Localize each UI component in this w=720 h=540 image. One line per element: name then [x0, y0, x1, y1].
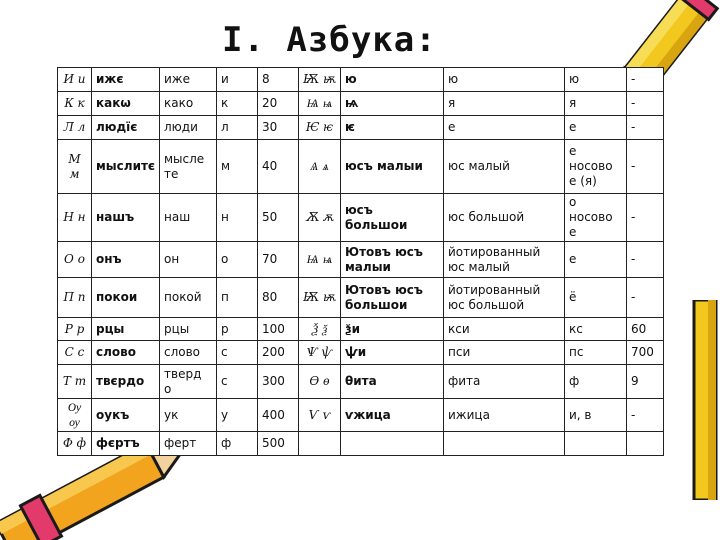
letter-name: ижє [92, 68, 160, 92]
letter-name-2: ѥ [341, 116, 444, 140]
numeric-value: 500 [258, 432, 299, 456]
glyph-cell-2: Ѫ ѫ [299, 194, 341, 242]
modern-name: како [160, 92, 217, 116]
letter-name: покои [92, 278, 160, 318]
modern-name: мысле те [160, 140, 217, 194]
modern-name: ук [160, 399, 217, 432]
sound: о носово е [565, 194, 627, 242]
glyph-cell: М м [58, 140, 92, 194]
numeric-value-2: - [627, 68, 664, 92]
glyph-cell-2: Ѭ ѭ [299, 278, 341, 318]
numeric-value: 20 [258, 92, 299, 116]
modern-name: тверд о [160, 365, 217, 399]
numeric-value: 300 [258, 365, 299, 399]
sound: е носово е (я) [565, 140, 627, 194]
numeric-value-2: - [627, 278, 664, 318]
modern-name-2: юс малый [444, 140, 565, 194]
table-row [58, 194, 664, 242]
numeric-value: 200 [258, 341, 299, 365]
letter-name-2: ѵжица [341, 399, 444, 432]
modern-name: покой [160, 278, 217, 318]
modern-name-2: ижица [444, 399, 565, 432]
glyph-cell-2: Ѩ ѩ [299, 92, 341, 116]
table-row [58, 399, 664, 432]
table-row [58, 365, 664, 399]
sound: ё [565, 278, 627, 318]
letter: у [217, 399, 258, 432]
table-row [58, 92, 664, 116]
table-row [58, 278, 664, 318]
modern-name-2: йотированный юс малый [444, 242, 565, 278]
letter-name-2: θита [341, 365, 444, 399]
numeric-value: 8 [258, 68, 299, 92]
sound: е [565, 242, 627, 278]
letter: м [217, 140, 258, 194]
letter: и [217, 68, 258, 92]
letter-name-2: юсъ малыи [341, 140, 444, 194]
numeric-value-2: 9 [627, 365, 664, 399]
table-row [58, 116, 664, 140]
numeric-value: 80 [258, 278, 299, 318]
numeric-value-2: 60 [627, 318, 664, 341]
table-row [58, 341, 664, 365]
sound: пс [565, 341, 627, 365]
numeric-value-2: - [627, 242, 664, 278]
numeric-value-2: - [627, 194, 664, 242]
numeric-value-2 [627, 432, 664, 456]
alphabet-table [57, 67, 664, 456]
letter-name: какѡ [92, 92, 160, 116]
glyph-cell: Ф ф [58, 432, 92, 456]
sound: ф [565, 365, 627, 399]
glyph-cell: Р р [58, 318, 92, 341]
glyph-cell: Н н [58, 194, 92, 242]
letter-name-2 [341, 432, 444, 456]
sound [565, 432, 627, 456]
glyph-cell-2: Ѯ ѯ [299, 318, 341, 341]
glyph-cell-2: Ѭ ѭ [299, 68, 341, 92]
letter-name: онъ [92, 242, 160, 278]
letter-name: слово [92, 341, 160, 365]
sound: кс [565, 318, 627, 341]
letter: с [217, 365, 258, 399]
letter-name: людїє [92, 116, 160, 140]
glyph-cell-2: Ѧ ѧ [299, 140, 341, 194]
glyph-cell: С с [58, 341, 92, 365]
numeric-value: 100 [258, 318, 299, 341]
letter-name: нашъ [92, 194, 160, 242]
modern-name: он [160, 242, 217, 278]
glyph-cell-2: Ѵ ѵ [299, 399, 341, 432]
modern-name: слово [160, 341, 217, 365]
sound: и, в [565, 399, 627, 432]
letter-name-2: юсъ большои [341, 194, 444, 242]
numeric-value-2: - [627, 140, 664, 194]
modern-name: люди [160, 116, 217, 140]
modern-name-2: ю [444, 68, 565, 92]
sound: я [565, 92, 627, 116]
modern-name: иже [160, 68, 217, 92]
modern-name-2: юс большой [444, 194, 565, 242]
modern-name-2: фита [444, 365, 565, 399]
glyph-cell: И и [58, 68, 92, 92]
letter-name: оукъ [92, 399, 160, 432]
letter-name-2: ѯи [341, 318, 444, 341]
letter: л [217, 116, 258, 140]
table-row [58, 242, 664, 278]
glyph-cell-2: Ѳ ѳ [299, 365, 341, 399]
letter-name-2: ѩ [341, 92, 444, 116]
page-title: I. Азбука: [222, 20, 437, 60]
letter: с [217, 341, 258, 365]
numeric-value-2: - [627, 399, 664, 432]
letter: к [217, 92, 258, 116]
numeric-value: 50 [258, 194, 299, 242]
letter-name: твєрдо [92, 365, 160, 399]
letter-name-2: Ютовъ юсъ большои [341, 278, 444, 318]
glyph-cell: Т т [58, 365, 92, 399]
letter: о [217, 242, 258, 278]
glyph-cell-2: Ѥ ѥ [299, 116, 341, 140]
modern-name-2: пси [444, 341, 565, 365]
numeric-value-2: - [627, 116, 664, 140]
table-row [58, 140, 664, 194]
numeric-value: 400 [258, 399, 299, 432]
letter-name: мыслитє [92, 140, 160, 194]
pencil-right-edge-icon [680, 300, 720, 500]
glyph-cell: П п [58, 278, 92, 318]
numeric-value: 40 [258, 140, 299, 194]
modern-name-2: кси [444, 318, 565, 341]
glyph-cell: К к [58, 92, 92, 116]
letter-name-2: ю [341, 68, 444, 92]
letter: н [217, 194, 258, 242]
letter: р [217, 318, 258, 341]
numeric-value: 70 [258, 242, 299, 278]
table-row [58, 318, 664, 341]
modern-name-2 [444, 432, 565, 456]
letter-name: рцы [92, 318, 160, 341]
table-row [58, 68, 664, 92]
sound: ю [565, 68, 627, 92]
numeric-value-2: 700 [627, 341, 664, 365]
modern-name: наш [160, 194, 217, 242]
modern-name-2: е [444, 116, 565, 140]
glyph-cell: Ѹ ѹ [58, 399, 92, 432]
numeric-value-2: - [627, 92, 664, 116]
modern-name-2: йотированный юс большой [444, 278, 565, 318]
glyph-cell-2 [299, 432, 341, 456]
letter-name-2: ѱи [341, 341, 444, 365]
glyph-cell: О о [58, 242, 92, 278]
glyph-cell-2: Ѱ ѱ [299, 341, 341, 365]
letter: ф [217, 432, 258, 456]
modern-name: ферт [160, 432, 217, 456]
letter-name: фєртъ [92, 432, 160, 456]
letter: п [217, 278, 258, 318]
modern-name: рцы [160, 318, 217, 341]
glyph-cell-2: Ѩ ѩ [299, 242, 341, 278]
letter-name-2: Ютовъ юсъ малыи [341, 242, 444, 278]
table-row [58, 432, 664, 456]
sound: е [565, 116, 627, 140]
modern-name-2: я [444, 92, 565, 116]
glyph-cell: Л л [58, 116, 92, 140]
numeric-value: 30 [258, 116, 299, 140]
